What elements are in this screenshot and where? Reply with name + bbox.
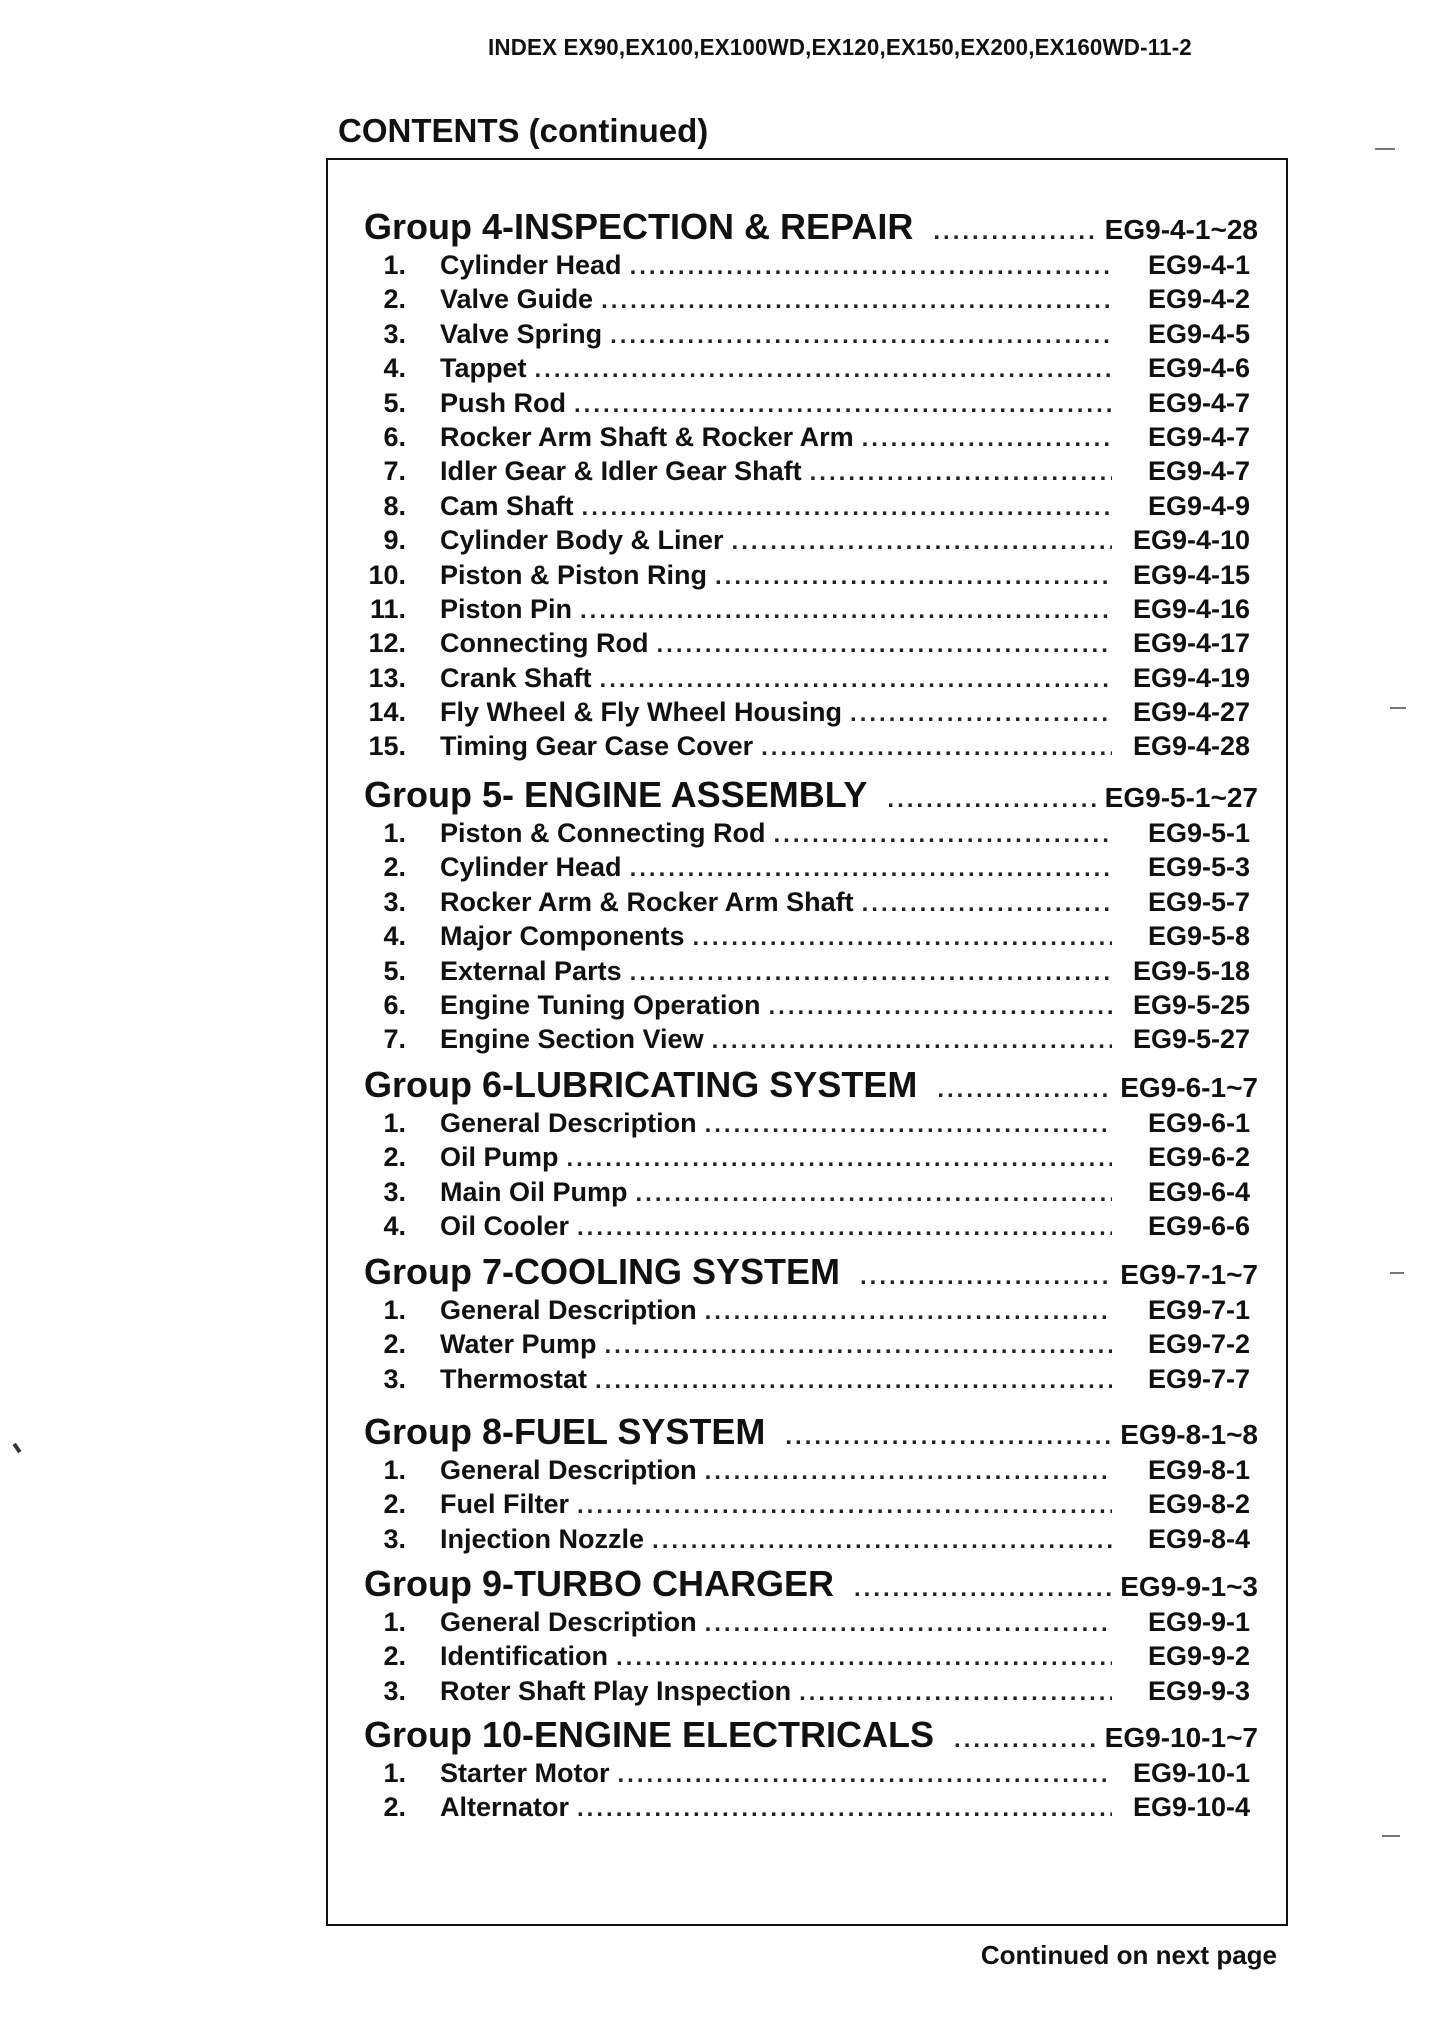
item-page: EG9-8-2 xyxy=(1147,1489,1250,1520)
item-label: Major Components xyxy=(440,921,685,952)
item-page: EG9-4-1 xyxy=(1147,250,1250,280)
item-page: EG9-5-7 xyxy=(1147,886,1250,917)
item-number: 12. xyxy=(368,628,406,659)
dot-leader xyxy=(652,1527,1112,1555)
item-number: 2. xyxy=(383,1489,406,1520)
item-page: EG9-5-1 xyxy=(1147,818,1250,848)
dot-leader xyxy=(862,425,1112,453)
scan-mark xyxy=(1375,148,1395,150)
item-number: 7. xyxy=(383,456,406,487)
item-page: EG9-5-8 xyxy=(1147,921,1250,952)
item-label: Fly Wheel & Fly Wheel Housing xyxy=(440,697,843,728)
item-number: 5. xyxy=(383,387,406,418)
item-label: Valve Spring xyxy=(440,318,603,349)
item-label: Thermostat xyxy=(440,1363,588,1394)
dot-leader xyxy=(954,1726,1097,1754)
item-number: 2. xyxy=(383,1792,406,1823)
item-page: EG9-4-7 xyxy=(1147,456,1250,487)
dot-leader xyxy=(600,666,1112,694)
toc-item[interactable] xyxy=(328,731,1286,765)
item-number: 2. xyxy=(383,284,406,315)
dot-leader xyxy=(580,597,1112,625)
item-label: Cam Shaft xyxy=(440,490,574,521)
toc-item[interactable] xyxy=(328,818,1286,852)
toc-item[interactable] xyxy=(328,1295,1286,1329)
item-number: 1. xyxy=(383,818,406,848)
toc-item[interactable] xyxy=(328,1455,1286,1489)
dot-leader xyxy=(712,1027,1112,1055)
item-number: 1. xyxy=(383,250,406,280)
item-number: 7. xyxy=(383,1024,406,1055)
item-number: 6. xyxy=(383,989,406,1020)
dot-leader xyxy=(656,631,1112,659)
item-page: EG9-8-4 xyxy=(1147,1523,1250,1554)
group-title: Group 9-TURBO CHARGER xyxy=(364,1563,834,1604)
toc-item[interactable] xyxy=(328,990,1286,1024)
item-number: 2. xyxy=(383,1641,406,1672)
item-number: 1. xyxy=(383,1607,406,1637)
toc-item[interactable] xyxy=(328,1641,1286,1675)
item-page: EG9-7-2 xyxy=(1147,1329,1250,1360)
item-label: Main Oil Pump xyxy=(440,1176,628,1207)
toc-item[interactable] xyxy=(328,456,1286,490)
item-label: Fuel Filter xyxy=(440,1489,570,1520)
item-page: EG9-10-1 xyxy=(1132,1758,1250,1788)
dot-leader xyxy=(860,1263,1112,1291)
item-page: EG9-4-7 xyxy=(1147,421,1250,452)
item-number: 3. xyxy=(383,1675,406,1706)
toc-item[interactable] xyxy=(328,1489,1286,1523)
item-page: EG9-6-2 xyxy=(1147,1142,1250,1173)
item-label: Piston & Connecting Rod xyxy=(440,818,766,848)
item-label: Alternator xyxy=(440,1792,570,1823)
toc-item[interactable] xyxy=(328,594,1286,628)
item-page: EG9-7-1 xyxy=(1147,1295,1250,1325)
dot-leader xyxy=(850,700,1112,728)
item-label: Rocker Arm & Rocker Arm Shaft xyxy=(440,886,854,917)
dot-leader xyxy=(785,1423,1112,1451)
dot-leader xyxy=(618,1761,1112,1789)
toc-item[interactable] xyxy=(328,491,1286,525)
item-page: EG9-8-1 xyxy=(1147,1455,1250,1485)
toc-item[interactable] xyxy=(328,663,1286,697)
dot-leader xyxy=(705,1458,1112,1486)
toc-group xyxy=(328,1563,1286,1710)
item-number: 2. xyxy=(383,852,406,883)
item-label: Starter Motor xyxy=(440,1758,610,1788)
group-title: Group 7-COOLING SYSTEM xyxy=(364,1251,841,1292)
group-page-range: EG9-7-1~7 xyxy=(1120,1259,1258,1290)
item-page: EG9-5-25 xyxy=(1132,989,1250,1020)
item-page: EG9-4-16 xyxy=(1132,593,1250,624)
item-label: General Description xyxy=(440,1455,697,1485)
item-label: Crank Shaft xyxy=(440,662,592,693)
dot-leader xyxy=(577,1214,1112,1242)
dot-leader xyxy=(705,1610,1112,1638)
dot-leader xyxy=(577,1795,1112,1823)
item-number: 8. xyxy=(383,490,406,521)
group-page-range: EG9-8-1~8 xyxy=(1120,1419,1258,1450)
toc-item[interactable] xyxy=(328,1177,1286,1211)
item-page: EG9-4-15 xyxy=(1132,559,1250,590)
group-title: Group 4-INSPECTION & REPAIR xyxy=(364,206,914,247)
item-number: 3. xyxy=(383,1523,406,1554)
contents-title: CONTENTS (continued) xyxy=(338,112,709,149)
item-label: Cylinder Head xyxy=(440,250,622,280)
group-heading[interactable] xyxy=(328,1411,1286,1455)
item-label: General Description xyxy=(440,1108,697,1138)
item-label: Cylinder Body & Liner xyxy=(440,525,724,556)
item-number: 3. xyxy=(383,318,406,349)
item-label: Piston & Piston Ring xyxy=(440,559,707,590)
toc-group xyxy=(328,206,1286,766)
group-heading[interactable] xyxy=(328,774,1286,818)
scan-mark xyxy=(12,1443,21,1453)
item-page: EG9-6-6 xyxy=(1147,1211,1250,1242)
toc-item[interactable] xyxy=(328,852,1286,886)
toc-group xyxy=(328,1064,1286,1246)
scan-mark xyxy=(1390,1272,1404,1274)
item-label: Connecting Rod xyxy=(440,628,649,659)
item-label: Engine Tuning Operation xyxy=(440,989,761,1020)
dot-leader xyxy=(605,1332,1112,1360)
item-page: EG9-4-28 xyxy=(1132,731,1250,762)
item-label: Rocker Arm Shaft & Rocker Arm xyxy=(440,421,854,452)
dot-leader xyxy=(595,1367,1112,1395)
item-label: Roter Shaft Play Inspection xyxy=(440,1675,792,1706)
item-number: 10. xyxy=(368,559,406,590)
item-label: General Description xyxy=(440,1607,697,1637)
item-number: 15. xyxy=(368,731,406,762)
group-heading[interactable] xyxy=(328,1714,1286,1758)
item-number: 13. xyxy=(368,662,406,693)
item-page: EG9-7-7 xyxy=(1147,1363,1250,1394)
item-label: Injection Nozzle xyxy=(440,1523,645,1554)
group-title: Group 8-FUEL SYSTEM xyxy=(364,1411,766,1452)
item-label: Cylinder Head xyxy=(440,852,622,883)
item-number: 14. xyxy=(368,697,406,728)
toc-item[interactable] xyxy=(328,388,1286,422)
item-page: EG9-4-10 xyxy=(1132,525,1250,556)
item-number: 4. xyxy=(383,353,406,384)
toc-item[interactable] xyxy=(328,921,1286,955)
group-heading[interactable] xyxy=(328,206,1286,250)
toc-group xyxy=(328,1714,1286,1827)
toc-item[interactable] xyxy=(328,1792,1286,1826)
toc-item[interactable] xyxy=(328,887,1286,921)
toc-item[interactable] xyxy=(328,284,1286,318)
item-page: EG9-9-1 xyxy=(1147,1607,1250,1637)
dot-leader xyxy=(933,218,1096,246)
item-page: EG9-5-3 xyxy=(1147,852,1250,883)
toc-item[interactable] xyxy=(328,1607,1286,1641)
dot-leader xyxy=(577,1492,1112,1520)
item-page: EG9-4-9 xyxy=(1147,490,1250,521)
item-number: 3. xyxy=(383,886,406,917)
toc-item[interactable] xyxy=(328,1758,1286,1792)
group-title: Group 6-LUBRICATING SYSTEM xyxy=(364,1064,918,1105)
item-page: EG9-9-2 xyxy=(1147,1641,1250,1672)
item-page: EG9-4-7 xyxy=(1147,387,1250,418)
group-heading[interactable] xyxy=(328,1251,1286,1295)
item-page: EG9-9-3 xyxy=(1147,1675,1250,1706)
dot-leader xyxy=(937,1076,1112,1104)
item-page: EG9-4-5 xyxy=(1147,318,1250,349)
dot-leader xyxy=(799,1679,1112,1707)
group-title: Group 10-ENGINE ELECTRICALS xyxy=(364,1714,935,1755)
dot-leader xyxy=(693,924,1112,952)
dot-leader xyxy=(715,563,1112,591)
item-label: Oil Cooler xyxy=(440,1211,570,1242)
dot-leader xyxy=(630,959,1112,987)
item-number: 1. xyxy=(383,1455,406,1485)
item-number: 2. xyxy=(383,1329,406,1360)
group-page-range: EG9-5-1~27 xyxy=(1104,782,1258,813)
toc-item[interactable] xyxy=(328,422,1286,456)
item-number: 3. xyxy=(383,1176,406,1207)
dot-leader xyxy=(610,322,1112,350)
dot-leader xyxy=(567,1145,1112,1173)
toc-item[interactable] xyxy=(328,1108,1286,1142)
dot-leader xyxy=(854,1575,1112,1603)
item-page: EG9-4-17 xyxy=(1132,628,1250,659)
toc-item[interactable] xyxy=(328,1142,1286,1176)
toc-item[interactable] xyxy=(328,1329,1286,1363)
item-label: External Parts xyxy=(440,955,622,986)
toc-item[interactable] xyxy=(328,956,1286,990)
item-label: General Description xyxy=(440,1295,697,1325)
toc-item[interactable] xyxy=(328,628,1286,662)
item-label: Valve Guide xyxy=(440,284,594,315)
scan-mark xyxy=(1390,707,1406,709)
item-page: EG9-4-2 xyxy=(1147,284,1250,315)
item-number: 1. xyxy=(383,1108,406,1138)
toc-group xyxy=(328,774,1286,1059)
item-number: 1. xyxy=(383,1295,406,1325)
toc-item[interactable] xyxy=(328,319,1286,353)
item-number: 6. xyxy=(383,421,406,452)
dot-leader xyxy=(768,993,1112,1021)
item-number: 4. xyxy=(383,1211,406,1242)
group-heading[interactable] xyxy=(328,1064,1286,1108)
dot-leader xyxy=(616,1644,1112,1672)
continued-note: Continued on next page xyxy=(980,1940,1277,1970)
item-number: 11. xyxy=(369,593,406,624)
item-page: EG9-4-27 xyxy=(1132,697,1250,728)
dot-leader xyxy=(630,253,1112,281)
item-label: Push Rod xyxy=(440,387,566,418)
item-number: 5. xyxy=(383,955,406,986)
item-number: 9. xyxy=(383,525,406,556)
toc-item[interactable] xyxy=(328,1364,1286,1398)
dot-leader xyxy=(636,1180,1112,1208)
group-page-range: EG9-9-1~3 xyxy=(1120,1571,1258,1602)
group-page-range: EG9-10-1~7 xyxy=(1104,1722,1258,1753)
dot-leader xyxy=(732,528,1112,556)
item-number: 3. xyxy=(383,1363,406,1394)
dot-leader xyxy=(887,786,1096,814)
group-page-range: EG9-6-1~7 xyxy=(1120,1072,1258,1103)
dot-leader xyxy=(773,821,1112,849)
toc-item[interactable] xyxy=(328,697,1286,731)
item-label: Piston Pin xyxy=(440,593,573,624)
dot-leader xyxy=(810,459,1112,487)
dot-leader xyxy=(862,890,1112,918)
dot-leader xyxy=(705,1111,1112,1139)
dot-leader xyxy=(705,1298,1112,1326)
item-page: EG9-5-27 xyxy=(1132,1024,1250,1055)
page-header: INDEX EX90,EX100,EX100WD,EX120,EX150,EX200,EX160WD-11-2 xyxy=(488,34,1192,60)
item-label: Idler Gear & Idler Gear Shaft xyxy=(440,456,802,487)
dot-leader xyxy=(582,494,1112,522)
toc-item[interactable] xyxy=(328,1024,1286,1058)
item-label: Water Pump xyxy=(440,1329,597,1360)
dot-leader xyxy=(630,855,1112,883)
item-page: EG9-4-19 xyxy=(1132,662,1250,693)
toc-item[interactable] xyxy=(328,1524,1286,1558)
item-label: Identification xyxy=(440,1641,608,1672)
group-page-range: EG9-4-1~28 xyxy=(1104,214,1258,245)
dot-leader xyxy=(574,391,1112,419)
toc-item[interactable] xyxy=(328,250,1286,284)
item-label: Tappet xyxy=(440,353,527,384)
item-page: EG9-6-4 xyxy=(1147,1176,1250,1207)
item-label: Timing Gear Case Cover xyxy=(440,731,754,762)
dot-leader xyxy=(601,287,1112,315)
toc-group xyxy=(328,1411,1286,1558)
item-number: 4. xyxy=(383,921,406,952)
item-number: 2. xyxy=(383,1142,406,1173)
toc-item[interactable] xyxy=(328,560,1286,594)
item-page: EG9-5-18 xyxy=(1132,955,1250,986)
contents-box xyxy=(326,158,1288,1926)
scan-mark xyxy=(1382,1835,1400,1837)
item-label: Engine Section View xyxy=(440,1024,704,1055)
item-page: EG9-4-6 xyxy=(1147,353,1250,384)
dot-leader xyxy=(761,734,1112,762)
item-number: 1. xyxy=(383,1758,406,1788)
item-page: EG9-10-4 xyxy=(1132,1792,1250,1823)
toc-item[interactable] xyxy=(328,353,1286,387)
toc-item[interactable] xyxy=(328,525,1286,559)
toc-item[interactable] xyxy=(328,1211,1286,1245)
item-label: Oil Pump xyxy=(440,1142,559,1173)
dot-leader xyxy=(535,356,1113,384)
toc-group xyxy=(328,1251,1286,1398)
group-title: Group 5- ENGINE ASSEMBLY xyxy=(364,774,868,815)
item-page: EG9-6-1 xyxy=(1147,1108,1250,1138)
group-heading[interactable] xyxy=(328,1563,1286,1607)
toc-item[interactable] xyxy=(328,1676,1286,1710)
